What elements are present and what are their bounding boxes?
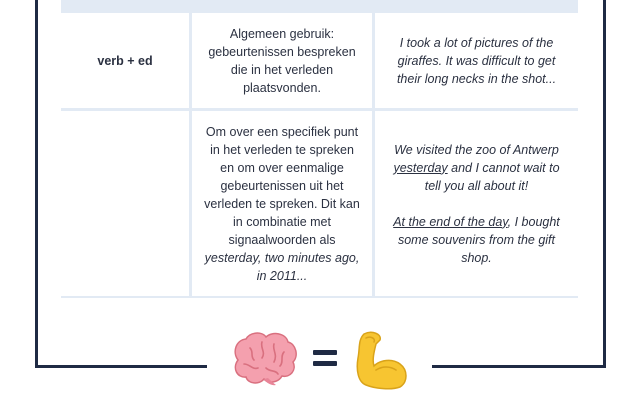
row-form-cell xyxy=(61,111,189,296)
verb-form-label: verb + ed xyxy=(97,53,153,68)
signal-word-underlined: At the end of the day xyxy=(393,214,508,229)
example-cell xyxy=(375,13,578,108)
example-text: , I bought some souvenirs from the gift shop. xyxy=(397,214,560,265)
brain-icon xyxy=(228,330,300,388)
usage-cell xyxy=(192,111,372,296)
usage-text: Om over een specifiek punt in het verleden te spreken en om over eenmalige gebeurtenissen uit het verleden te spreken. Dit kan in combinatie met signaalwoorden als xyxy=(204,124,360,247)
signal-words-text: yesterday, two minutes ago, in 2011... xyxy=(204,250,360,283)
table-header-cell xyxy=(375,0,578,11)
usage-text: Algemeen gebruik: gebeurtenissen bespreken die in het verleden plaatsvonden. xyxy=(208,26,356,95)
example-paragraph xyxy=(389,141,564,195)
equals-icon xyxy=(313,350,337,372)
example-cell xyxy=(375,111,578,296)
row-form-cell xyxy=(61,13,189,108)
frame-left-border xyxy=(35,0,38,368)
frame-bottom-border-right xyxy=(432,365,606,368)
flexed-biceps-icon xyxy=(352,330,410,390)
frame-bottom-border-left xyxy=(35,365,207,368)
table-header-cell xyxy=(61,0,189,11)
example-paragraph xyxy=(389,213,564,267)
example-text: We visited the zoo of Antwerp xyxy=(394,142,559,157)
example-text: I took a lot of pictures of the giraffes. It was difficult to get their long necks in the shot... xyxy=(396,35,557,86)
frame-right-border xyxy=(603,0,606,368)
example-text: and I cannot wait to tell you all about it! xyxy=(424,160,560,193)
usage-cell xyxy=(192,13,372,108)
signal-word-underlined: yesterday xyxy=(393,160,448,175)
table-header-cell xyxy=(192,0,372,11)
grammar-table xyxy=(61,0,578,298)
